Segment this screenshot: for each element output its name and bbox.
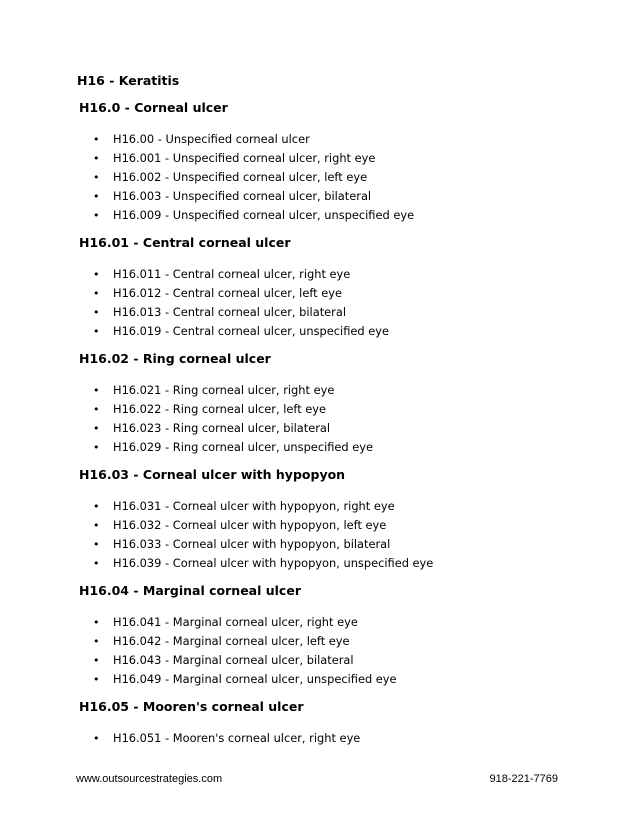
code-section	[77, 583, 597, 689]
section-heading: H16.02 - Ring corneal ulcer	[79, 351, 271, 366]
footer-website: www.outsourcestrategies.com	[76, 773, 223, 785]
section-heading: H16.04 - Marginal corneal ulcer	[79, 583, 301, 598]
list-item	[77, 265, 597, 284]
list-item-text: H16.032 - Corneal ulcer with hypopyon, left eye	[113, 518, 387, 532]
code-section	[77, 100, 597, 225]
list-item-text: H16.029 - Ring corneal ulcer, unspecified eye	[113, 440, 374, 454]
list-item	[77, 381, 597, 400]
list-item	[77, 613, 597, 632]
bullet-icon: •	[93, 616, 100, 629]
code-list	[77, 613, 597, 689]
bullet-icon: •	[93, 732, 100, 745]
bullet-icon: •	[93, 287, 100, 300]
list-item-text: H16.031 - Corneal ulcer with hypopyon, right eye	[113, 499, 395, 513]
code-section	[77, 235, 597, 341]
list-item	[77, 497, 597, 516]
list-item	[77, 206, 597, 225]
list-item	[77, 729, 597, 748]
bullet-icon: •	[93, 171, 100, 184]
bullet-icon: •	[93, 519, 100, 532]
list-item-text: H16.003 - Unspecified corneal ulcer, bilateral	[113, 189, 372, 203]
list-item	[77, 149, 597, 168]
list-item	[77, 187, 597, 206]
list-item-text: H16.041 - Marginal corneal ulcer, right eye	[113, 615, 358, 629]
list-item	[77, 438, 597, 457]
list-item	[77, 670, 597, 689]
list-item-text: H16.033 - Corneal ulcer with hypopyon, bilateral	[113, 537, 391, 551]
list-item	[77, 632, 597, 651]
code-list	[77, 265, 597, 341]
page-title: H16 - Keratitis	[77, 73, 180, 88]
list-item-text: H16.042 - Marginal corneal ulcer, left eye	[113, 634, 350, 648]
section-heading: H16.03 - Corneal ulcer with hypopyon	[79, 467, 346, 482]
list-item	[77, 130, 597, 149]
code-list	[77, 381, 597, 457]
bullet-icon: •	[93, 441, 100, 454]
code-list	[77, 729, 597, 748]
list-item	[77, 400, 597, 419]
bullet-icon: •	[93, 325, 100, 338]
code-section	[77, 351, 597, 457]
section-heading: H16.05 - Mooren's corneal ulcer	[79, 699, 304, 714]
list-item	[77, 554, 597, 573]
bullet-icon: •	[93, 268, 100, 281]
code-list	[77, 497, 597, 573]
bullet-icon: •	[93, 152, 100, 165]
list-item-text: H16.039 - Corneal ulcer with hypopyon, unspecified eye	[113, 556, 434, 570]
list-item	[77, 322, 597, 341]
list-item	[77, 419, 597, 438]
code-sections	[77, 100, 597, 758]
bullet-icon: •	[93, 306, 100, 319]
code-section	[77, 467, 597, 573]
list-item-text: H16.009 - Unspecified corneal ulcer, unspecified eye	[113, 208, 415, 222]
footer-phone: 918-221-7769	[489, 773, 558, 785]
bullet-icon: •	[93, 557, 100, 570]
code-list	[77, 130, 597, 225]
bullet-icon: •	[93, 384, 100, 397]
list-item	[77, 516, 597, 535]
list-item	[77, 168, 597, 187]
list-item-text: H16.023 - Ring corneal ulcer, bilateral	[113, 421, 331, 435]
list-item	[77, 651, 597, 670]
list-item-text: H16.043 - Marginal corneal ulcer, bilateral	[113, 653, 354, 667]
bullet-icon: •	[93, 403, 100, 416]
list-item-text: H16.021 - Ring corneal ulcer, right eye	[113, 383, 335, 397]
bullet-icon: •	[93, 654, 100, 667]
list-item-text: H16.051 - Mooren's corneal ulcer, right eye	[113, 731, 361, 745]
list-item-text: H16.012 - Central corneal ulcer, left eye	[113, 286, 342, 300]
bullet-icon: •	[93, 538, 100, 551]
bullet-icon: •	[93, 500, 100, 513]
list-item	[77, 303, 597, 322]
list-item-text: H16.022 - Ring corneal ulcer, left eye	[113, 402, 327, 416]
section-heading: H16.01 - Central corneal ulcer	[79, 235, 291, 250]
bullet-icon: •	[93, 190, 100, 203]
list-item	[77, 535, 597, 554]
section-heading: H16.0 - Corneal ulcer	[79, 100, 228, 115]
list-item-text: H16.002 - Unspecified corneal ulcer, left eye	[113, 170, 368, 184]
list-item-text: H16.011 - Central corneal ulcer, right eye	[113, 267, 351, 281]
bullet-icon: •	[93, 635, 100, 648]
list-item	[77, 284, 597, 303]
list-item-text: H16.001 - Unspecified corneal ulcer, right eye	[113, 151, 376, 165]
bullet-icon: •	[93, 673, 100, 686]
bullet-icon: •	[93, 209, 100, 222]
list-item-text: H16.019 - Central corneal ulcer, unspecified eye	[113, 324, 389, 338]
list-item-text: H16.00 - Unspecified corneal ulcer	[113, 132, 310, 146]
list-item-text: H16.013 - Central corneal ulcer, bilateral	[113, 305, 346, 319]
bullet-icon: •	[93, 133, 100, 146]
list-item-text: H16.049 - Marginal corneal ulcer, unspecified eye	[113, 672, 397, 686]
bullet-icon: •	[93, 422, 100, 435]
code-section	[77, 699, 597, 748]
